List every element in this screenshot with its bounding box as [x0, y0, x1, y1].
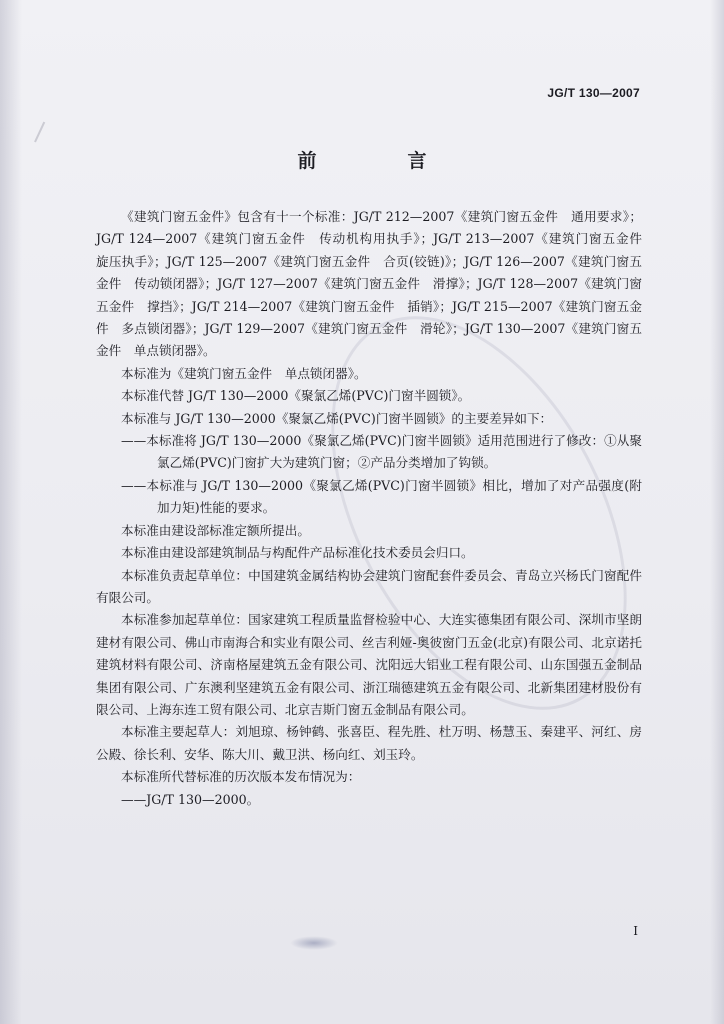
- ink-smudge: [290, 936, 338, 950]
- paragraph-differences-intro: 本标准与 JG/T 130—2000《聚氯乙烯(PVC)门窗半圆锁》的主要差异如下：: [121, 410, 553, 426]
- difference-item-text: ——本标准将 JG/T 130—2000《聚氯乙烯(PVC)门窗半圆锁》适用范围进行了修改：①从聚氯乙烯(PVC)门窗扩大为建筑门窗；②产品分类增加了钩锁。: [121, 433, 642, 471]
- history-item: [96, 789, 642, 811]
- paragraph-main-drafters: 本标准主要起草人：刘旭琼、杨钟鹤、张喜臣、程先胜、杜万明、杨慧玉、秦建平、河红、房公殿、徐长利、安华、陈大川、戴卫洪、杨向红、刘玉玲。: [96, 724, 642, 762]
- paragraph-lead-drafter: 本标准负责起草单位：中国建筑金属结构协会建筑门窗配套件委员会、青岛立兴杨氏门窗配件有限公司。: [96, 567, 642, 605]
- paragraph-scope: 本标准为《建筑门窗五金件 单点锁闭器》。: [121, 365, 367, 381]
- history-item-text: ——JG/T 130—2000。: [121, 791, 260, 807]
- paragraph-series-list: 《建筑门窗五金件》包含有十一个标准：JG/T 212—2007《建筑门窗五金件 通用要求》；JG/T 124—2007《建筑门窗五金件 传动机构用执手》；JG/T 213—2007《建筑门窗五金件 旋压执手》；JG/T 125—2007《建筑门窗五金件 合页(铰链)》；JG/T 126—2007《建筑门窗五金件 传动锁闭器》；JG/T 127—2007《建筑门窗五金件 滑撑》；JG/T 128—2007《建筑门窗五金件 撑挡》；JG/T 214—2007《建筑门窗五金件 插销》；JG/T 215—2007《建筑门窗五金件 多点锁闭器》；JG/T 129—2007《建筑门窗五金件 滑轮》；JG/T 130—2007《建筑门窗五金件 单点锁闭器》。: [96, 209, 655, 359]
- paragraph-proposed-by: 本标准由建设部标准定额所提出。: [121, 522, 310, 538]
- paragraph-participating-drafters: 本标准参加起草单位：国家建筑工程质量监督检验中心、大连实德集团有限公司、深圳市坚朗建材有限公司、佛山市南海合和实业有限公司、丝吉利娅-奥彼窗门五金(北京)有限公司、北京诺托建筑材料有限公司、济南格屋建筑五金有限公司、沈阳远大铝业工程有限公司、山东国强五金制品集团有限公司、广东澳利坚建筑五金有限公司、浙江瑞德建筑五金有限公司、北新集团建材股份有限公司、上海东连工贸有限公司、北京吉斯门窗五金制品有限公司。: [96, 612, 642, 717]
- difference-item-text: ——本标准与 JG/T 130—2000《聚氯乙烯(PVC)门窗半圆锁》相比，增加了对产品强度(附加力矩)性能的要求。: [121, 477, 642, 516]
- paragraph-administered-by: 本标准由建设部建筑制品与构配件产品标准化技术委员会归口。: [121, 545, 474, 561]
- paragraph-replaces: 本标准代替 JG/T 130—2000《聚氯乙烯(PVC)门窗半圆锁》。: [121, 388, 471, 404]
- scan-mark: [34, 122, 58, 149]
- paragraph-history-intro: 本标准所代替标准的历次版本发布情况为：: [121, 769, 361, 785]
- difference-item: [96, 430, 642, 475]
- standard-code: JG/T 130—2007: [547, 86, 640, 100]
- page-title: 前 言: [297, 150, 463, 172]
- document-body: [96, 206, 655, 811]
- difference-item: [96, 475, 642, 520]
- page-number: I: [633, 924, 638, 938]
